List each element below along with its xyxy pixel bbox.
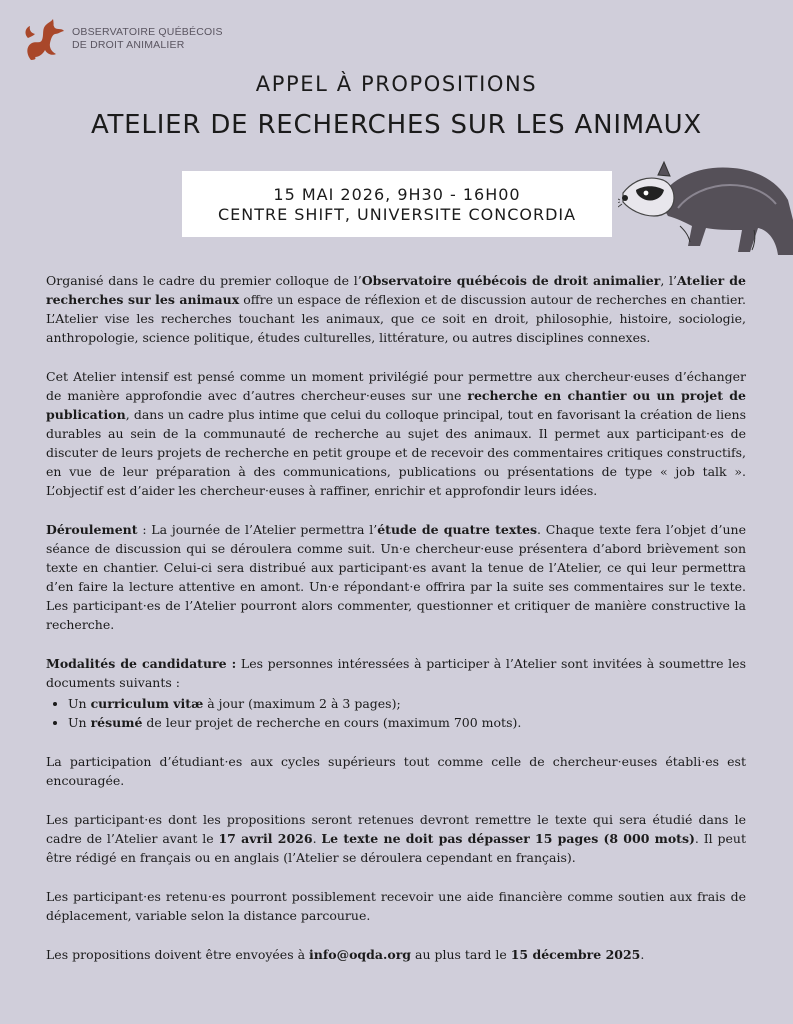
text-segment: Les participant·es dont les propositions seront retenues devront remettre le texte qui sera étudié dans le cadre de l’Atelier avant le	[46, 812, 746, 846]
text-segment: offre un espace de réflexion et de discussion autour de recherches en chantier. L’Atelier vise les recherches touchant les animaux, que ce soit en droit, philosophie, histoire, sociologie, anthropologie, science politique, études culturelles, littérature, ou autres disciplines connexes.	[46, 292, 746, 345]
text-segment: Organisé dans le cadre du premier colloque de l’	[46, 273, 362, 288]
paragraph-funding	[46, 887, 746, 925]
text-segment: à jour (maximum 2 à 3 pages);	[203, 696, 401, 711]
org-name	[72, 26, 223, 52]
text-segment: Les personnes intéressées à participer à l’Atelier sont invitées à soumettre les documents suivants :	[46, 656, 746, 690]
list-item	[68, 694, 746, 713]
text-segment: .	[640, 947, 645, 962]
bold-segment: Modalités de candidature :	[46, 656, 237, 671]
paragraph-submission	[46, 945, 746, 964]
paragraph-modalites	[46, 654, 746, 692]
event-place: CENTRE SHIFT, UNIVERSITE CONCORDIA	[217, 205, 577, 224]
text-segment: Les participant·es retenu·es pourront possiblement recevoir une aide financière comme soutien aux frais de déplacement, variable selon la distance parcourue.	[46, 889, 746, 923]
paragraph-deroulement	[46, 520, 746, 634]
bold-segment: Observatoire québécois de droit animalier	[361, 273, 661, 288]
text-segment: Les propositions doivent être envoyées à	[46, 947, 310, 962]
text-segment: .	[312, 831, 322, 846]
raccoon-illustration-icon	[618, 130, 793, 260]
text-segment: . Il peut être rédigé en français ou en anglais (l’Atelier se déroulera cependant en français).	[46, 831, 746, 865]
email-link[interactable]: info@oqda.org	[309, 947, 412, 962]
event-info-box	[182, 171, 612, 237]
text-segment: de leur projet de recherche en cours (maximum 700 mots).	[142, 715, 522, 730]
heading-call-for-proposals: APPEL À PROPOSITIONS	[255, 72, 538, 96]
event-date: 15 MAI 2026, 9H30 - 16H00	[273, 185, 521, 204]
bold-segment: 15 décembre 2025	[510, 947, 641, 962]
text-segment: , l’	[660, 273, 677, 288]
text-segment: : La journée de l’Atelier permettra l’	[137, 522, 378, 537]
text-segment: , dans un cadre plus intime que celui du colloque principal, tout en favorisant la création de liens durables au sein de la communauté de recherche au sujet des animaux. Il permet aux participant·es de discuter de leurs projets de recherche en petit groupe et de recevoir des commentaires critiques constructifs, en vue de leur préparation à des communications, publications ou présentations de type « job talk ». L’objectif est d’aider les chercheur·euses à raffiner, enrichir et approfondir leurs idées.	[46, 407, 746, 498]
paragraph-atelier	[46, 367, 746, 500]
header	[22, 16, 223, 62]
bold-segment: Le texte ne doit pas dépasser 15 pages (8 000 mots)	[321, 831, 695, 846]
paragraph-deadline-text	[46, 810, 746, 867]
main-content	[46, 271, 746, 984]
text-segment: . Chaque texte fera l’objet d’une séance de discussion qui se déroulera comme suit. Un·e chercheur·euse présentera d’abord brièvement son texte en chantier. Celui-ci sera distribué aux participant·es avant la tenue de l’Atelier, ce qui leur permettra d’en faire la lecture attentive en amont. Un·e répondant·e offrira par la suite ses commentaires sur le texte. Les participant·es de l’Atelier pourront alors commenter, questionner et critiquer de manière constructive la recherche.	[46, 522, 746, 632]
bold-segment: Atelier de recherches sur les animaux	[46, 273, 746, 307]
bold-segment: résumé	[90, 715, 143, 730]
bold-segment: Déroulement	[46, 522, 138, 537]
paragraph-participation	[46, 752, 746, 790]
org-name-line2: DE DROIT ANIMALIER	[72, 39, 185, 51]
page-title: ATELIER DE RECHERCHES SUR LES ANIMAUX	[90, 110, 703, 140]
documents-list	[46, 694, 746, 732]
bold-segment: curriculum vitæ	[90, 696, 204, 711]
text-segment: Un	[68, 696, 91, 711]
text-segment: au plus tard le	[411, 947, 511, 962]
fox-logo-icon	[22, 16, 66, 62]
paragraph-intro	[46, 271, 746, 347]
bold-segment: 17 avril 2026	[218, 831, 313, 846]
text-segment: Un	[68, 715, 91, 730]
text-segment: La participation d’étudiant·es aux cycles supérieurs tout comme celle de chercheur·euses établi·es est encouragée.	[46, 754, 746, 788]
list-item	[68, 713, 746, 732]
org-name-line1: OBSERVATOIRE QUÉBÉCOIS	[72, 26, 223, 38]
bold-segment: recherche en chantier ou un projet de publication	[46, 388, 746, 422]
text-segment: Cet Atelier intensif est pensé comme un moment privilégié pour permettre aux chercheur·euses d’échanger de manière approfondie avec d’autres chercheur·euses sur une	[46, 369, 746, 403]
bold-segment: étude de quatre textes	[377, 522, 538, 537]
